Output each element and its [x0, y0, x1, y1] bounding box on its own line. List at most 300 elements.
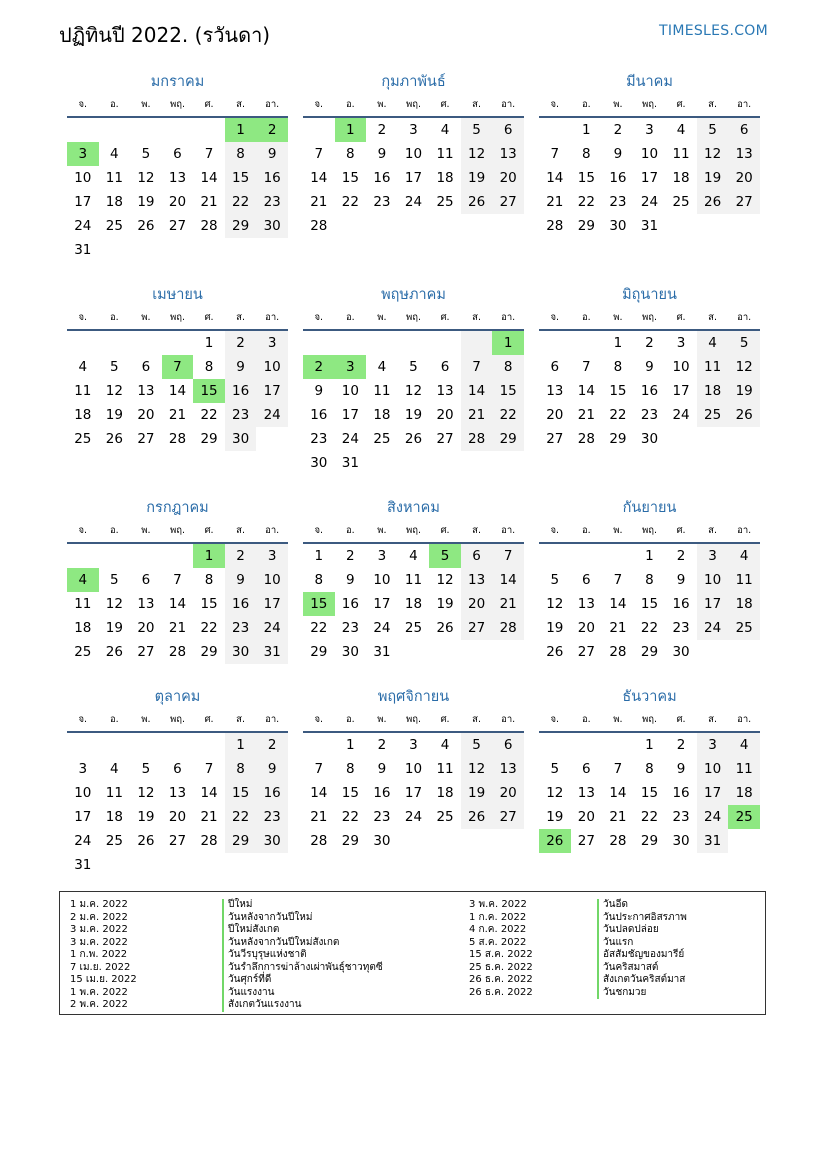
day-cell: 13 — [461, 568, 493, 592]
empty-day-cell — [366, 331, 398, 355]
day-cell: 2 — [645, 335, 654, 351]
weekday-label: อา. — [501, 312, 516, 323]
empty-day-cell — [398, 640, 430, 664]
day-cell: 1 — [204, 335, 214, 351]
day-cell: 10 — [373, 572, 391, 588]
day-cell: 3 — [78, 761, 88, 777]
day-cell: 8 — [582, 146, 591, 162]
month-calendar — [67, 685, 288, 877]
day-cell: 24 — [74, 833, 92, 849]
weekday-header — [303, 709, 524, 733]
empty-day-cell — [366, 451, 398, 475]
day-cell: 9 — [256, 757, 288, 781]
day-cell: 18 — [105, 809, 123, 825]
day-cell: 3 — [377, 548, 387, 564]
day-cell: 25 — [672, 194, 690, 210]
weekday-label: อ. — [581, 99, 591, 110]
empty-day-cell — [99, 733, 131, 757]
day-cell: 4 — [728, 544, 760, 568]
day-cell: 8 — [346, 146, 355, 162]
holiday-name: วันปลดปล่อย — [597, 924, 687, 937]
day-cell: 6 — [440, 359, 450, 375]
day-cell: 7 — [204, 761, 214, 777]
day-cell: 31 — [373, 644, 391, 660]
day-cell: 5 — [110, 359, 119, 375]
weekday-label: ส. — [472, 714, 481, 725]
weekday-label: ส. — [708, 714, 717, 725]
day-cell: 17 — [640, 170, 659, 186]
day-cell: 10 — [640, 146, 659, 162]
day-cell: 3 — [676, 335, 686, 351]
weekday-label: จ. — [550, 99, 560, 110]
weekday-label: อา. — [265, 99, 280, 110]
empty-day-cell — [162, 733, 194, 757]
day-cell: 9 — [676, 572, 686, 588]
day-cell: 11 — [74, 596, 92, 612]
day-cell: 2 — [225, 544, 257, 568]
day-cell: 11 — [672, 146, 690, 162]
holiday-date: 1 ก.ค. 2022 — [469, 911, 527, 923]
day-cell: 17 — [256, 592, 288, 616]
day-cell: 24 — [404, 194, 423, 210]
month-name: พฤศจิกายน — [377, 689, 450, 705]
holiday-date: 1 ก.พ. 2022 — [70, 949, 128, 960]
day-cell: 2 — [377, 122, 387, 138]
weekday-label: พฤ. — [405, 99, 421, 110]
empty-day-cell — [728, 427, 760, 451]
day-cell: 25 — [74, 644, 92, 660]
weekday-label: อ. — [345, 525, 355, 536]
empty-day-cell — [335, 214, 367, 238]
day-cell: 29 — [577, 218, 595, 234]
day-cell: 6 — [173, 761, 182, 777]
day-cell: 27 — [137, 644, 155, 660]
day-cell: 19 — [546, 809, 564, 825]
day-cell: 2 — [676, 548, 686, 564]
day-grid — [539, 733, 760, 853]
weekday-label: อา. — [737, 312, 752, 323]
day-cell: 20 — [436, 407, 454, 423]
day-cell: 22 — [341, 809, 359, 825]
weekday-label: ศ. — [440, 714, 450, 725]
day-grid — [303, 733, 524, 853]
empty-day-cell — [335, 331, 367, 355]
weekday-label: ส. — [708, 99, 717, 110]
day-cell: 21 — [310, 194, 328, 210]
day-cell: 23 — [672, 620, 690, 636]
weekday-label: ส. — [236, 312, 245, 323]
day-grid — [539, 331, 760, 451]
day-cell: 6 — [492, 733, 524, 757]
day-cell: 2 — [225, 331, 257, 355]
day-cell: 17 — [404, 785, 423, 801]
day-cell: 13 — [137, 596, 155, 612]
empty-day-cell — [366, 214, 398, 238]
day-cell: 6 — [728, 118, 760, 142]
day-cell: 7 — [204, 146, 214, 162]
day-cell: 28 — [310, 218, 328, 234]
weekday-label: ศ. — [204, 525, 214, 536]
weekday-label: อ. — [345, 312, 355, 323]
empty-day-cell — [99, 331, 131, 355]
holiday-name: สังเกตวันคริสต์มาส — [597, 974, 687, 987]
day-cell: 29 — [609, 431, 627, 447]
weekday-label: พ. — [141, 99, 151, 110]
legend-dates-right — [469, 899, 533, 999]
weekday-label: อ. — [345, 99, 355, 110]
day-cell: 21 — [461, 403, 493, 427]
day-cell: 7 — [492, 544, 524, 568]
day-cell: 5 — [409, 359, 418, 375]
holiday-date: 15 เม.ย. 2022 — [70, 974, 137, 985]
day-cell: 15 — [341, 170, 359, 186]
day-cell: 7 — [613, 761, 623, 777]
empty-day-cell — [130, 733, 162, 757]
day-cell: 18 — [74, 620, 92, 636]
day-cell: 3 — [256, 544, 288, 568]
empty-day-cell — [461, 331, 493, 355]
day-cell: 11 — [697, 355, 729, 379]
weekday-header — [539, 307, 760, 331]
site-brand-link[interactable]: TIMESLES.COM — [659, 23, 768, 39]
empty-day-cell — [193, 733, 225, 757]
weekday-label: ส. — [708, 312, 717, 323]
empty-day-cell — [130, 118, 162, 142]
month-calendar — [539, 685, 760, 853]
day-cell: 24 — [404, 809, 423, 825]
day-cell: 14 — [546, 170, 564, 186]
day-cell: 4 — [697, 331, 729, 355]
day-cell: 24 — [697, 805, 729, 829]
day-cell: 24 — [74, 218, 92, 234]
day-cell: 31 — [256, 640, 288, 664]
day-cell: 28 — [461, 427, 493, 451]
day-cell: 9 — [377, 761, 387, 777]
day-cell: 15 — [225, 781, 257, 805]
day-grid — [67, 331, 288, 451]
empty-day-cell — [398, 829, 430, 853]
day-cell: 27 — [577, 644, 595, 660]
holiday-name: วันวีรบุรุษแห่งชาติ — [222, 949, 383, 962]
day-cell: 18 — [436, 170, 454, 186]
weekday-label: อา. — [265, 714, 280, 725]
empty-day-cell — [461, 829, 493, 853]
day-cell: 20 — [492, 166, 524, 190]
empty-day-cell — [99, 544, 131, 568]
day-cell: 22 — [640, 809, 659, 825]
day-cell: 24 — [373, 620, 391, 636]
day-cell: 22 — [310, 620, 328, 636]
weekday-header — [303, 307, 524, 331]
holiday-day-cell: 15 — [303, 592, 335, 616]
holiday-day-cell: 2 — [303, 355, 335, 379]
holiday-day-cell: 26 — [539, 829, 571, 853]
day-cell: 24 — [672, 407, 690, 423]
month-name: พฤษภาคม — [381, 287, 446, 303]
day-cell: 14 — [200, 170, 218, 186]
weekday-header — [539, 94, 760, 118]
day-cell: 5 — [141, 146, 151, 162]
day-cell: 24 — [341, 431, 359, 447]
day-cell: 14 — [492, 568, 524, 592]
day-cell: 13 — [137, 383, 155, 399]
weekday-label: พฤ. — [641, 312, 657, 323]
empty-day-cell — [665, 427, 697, 451]
day-cell: 20 — [461, 592, 493, 616]
day-cell: 7 — [173, 572, 182, 588]
day-cell: 21 — [200, 809, 218, 825]
weekday-label: พ. — [613, 525, 623, 536]
weekday-label: พ. — [613, 714, 623, 725]
weekday-label: ส. — [472, 99, 481, 110]
day-cell: 15 — [200, 596, 218, 612]
day-cell: 28 — [168, 431, 187, 447]
empty-day-cell — [193, 238, 225, 262]
day-grid — [67, 544, 288, 664]
empty-day-cell — [429, 331, 461, 355]
weekday-label: ศ. — [204, 714, 214, 725]
weekday-label: จ. — [314, 312, 324, 323]
month-name: สิงหาคม — [387, 500, 440, 516]
day-cell: 25 — [105, 833, 123, 849]
day-cell: 16 — [225, 379, 257, 403]
empty-day-cell — [303, 733, 335, 757]
empty-day-cell — [571, 544, 603, 568]
day-cell: 6 — [582, 572, 591, 588]
month-name: มิถุนายน — [622, 287, 677, 303]
holiday-name: วันชกมวย — [597, 987, 687, 1000]
day-cell: 18 — [728, 781, 760, 805]
day-cell: 30 — [341, 644, 359, 660]
empty-day-cell — [99, 853, 131, 877]
weekday-label: พฤ. — [405, 312, 421, 323]
day-cell: 8 — [225, 142, 257, 166]
weekday-label: พฤ. — [169, 99, 185, 110]
holiday-name: ปีใหม่สังเกต — [222, 924, 383, 937]
weekday-label: พ. — [141, 312, 151, 323]
weekday-header — [539, 709, 760, 733]
day-cell: 30 — [256, 829, 288, 853]
day-cell: 18 — [672, 170, 690, 186]
holiday-name: ปีใหม่ — [222, 899, 383, 912]
empty-day-cell — [461, 451, 493, 475]
day-cell: 16 — [672, 785, 690, 801]
day-cell: 28 — [200, 833, 218, 849]
holiday-day-cell: 15 — [193, 379, 225, 403]
day-cell: 16 — [640, 383, 659, 399]
day-cell: 16 — [256, 781, 288, 805]
weekday-label: จ. — [314, 714, 324, 725]
day-cell: 27 — [728, 190, 760, 214]
day-cell: 29 — [640, 833, 659, 849]
day-cell: 16 — [373, 170, 391, 186]
holiday-day-cell: 1 — [225, 118, 257, 142]
day-cell: 7 — [613, 572, 623, 588]
weekday-label: จ. — [550, 312, 560, 323]
day-cell: 29 — [200, 431, 218, 447]
day-cell: 14 — [609, 596, 627, 612]
day-cell: 20 — [577, 620, 595, 636]
month-name: มกราคม — [150, 74, 205, 90]
day-cell: 1 — [346, 737, 355, 753]
day-cell: 27 — [436, 431, 454, 447]
month-name: กุมภาพันธ์ — [381, 74, 446, 90]
empty-day-cell — [492, 829, 524, 853]
weekday-label: พ. — [141, 525, 151, 536]
day-cell: 25 — [74, 431, 92, 447]
day-cell: 25 — [436, 809, 454, 825]
day-cell: 4 — [440, 737, 450, 753]
empty-day-cell — [728, 829, 760, 853]
day-cell: 9 — [225, 355, 257, 379]
empty-day-cell — [225, 853, 257, 877]
holiday-legend — [59, 891, 766, 1015]
month-calendar — [303, 685, 524, 853]
day-cell: 6 — [461, 544, 493, 568]
day-cell: 4 — [409, 548, 418, 564]
empty-day-cell — [162, 238, 194, 262]
empty-day-cell — [728, 640, 760, 664]
day-cell: 15 — [640, 785, 659, 801]
weekday-label: พ. — [377, 99, 387, 110]
day-cell: 22 — [225, 190, 257, 214]
day-cell: 11 — [404, 572, 423, 588]
day-cell: 9 — [645, 359, 654, 375]
month-calendar — [303, 496, 524, 664]
day-cell: 5 — [141, 761, 151, 777]
day-cell: 23 — [640, 407, 659, 423]
month-calendar — [67, 70, 288, 262]
day-cell: 29 — [310, 644, 328, 660]
day-cell: 27 — [492, 190, 524, 214]
day-cell: 2 — [676, 737, 686, 753]
day-cell: 4 — [110, 146, 119, 162]
day-grid — [67, 733, 288, 877]
day-cell: 24 — [256, 403, 288, 427]
day-cell: 27 — [461, 616, 493, 640]
day-cell: 31 — [697, 829, 729, 853]
day-cell: 18 — [74, 407, 92, 423]
month-name: กรกฎาคม — [146, 500, 209, 516]
day-cell: 17 — [404, 170, 423, 186]
weekday-label: พ. — [377, 312, 387, 323]
day-cell: 29 — [225, 214, 257, 238]
day-cell: 1 — [225, 733, 257, 757]
empty-day-cell — [99, 118, 131, 142]
weekday-label: จ. — [314, 99, 324, 110]
day-grid — [67, 118, 288, 262]
holiday-day-cell: 1 — [335, 118, 367, 142]
weekday-label: ศ. — [676, 525, 686, 536]
legend-dates-left — [70, 899, 137, 1012]
holiday-date: 3 ม.ค. 2022 — [70, 924, 128, 935]
day-cell: 15 — [577, 170, 595, 186]
day-cell: 28 — [577, 431, 595, 447]
day-cell: 23 — [373, 194, 391, 210]
day-cell: 22 — [200, 407, 218, 423]
day-cell: 3 — [256, 331, 288, 355]
day-cell: 8 — [314, 572, 324, 588]
month-calendar — [303, 70, 524, 238]
month-calendar — [539, 283, 760, 451]
day-cell: 30 — [672, 833, 690, 849]
day-cell: 22 — [200, 620, 218, 636]
day-cell: 20 — [168, 809, 187, 825]
day-cell: 9 — [346, 572, 355, 588]
day-cell: 16 — [341, 596, 359, 612]
weekday-label: พฤ. — [641, 99, 657, 110]
holiday-name: วันแรงงาน — [222, 987, 383, 1000]
weekday-label: อา. — [265, 525, 280, 536]
day-cell: 2 — [256, 733, 288, 757]
day-cell: 6 — [173, 146, 182, 162]
empty-day-cell — [256, 427, 288, 451]
holiday-name: วันคริสมาสต์ — [597, 962, 687, 975]
day-cell: 13 — [577, 596, 595, 612]
day-cell: 20 — [546, 407, 564, 423]
holiday-date: 1 ม.ค. 2022 — [70, 899, 128, 910]
day-cell: 16 — [256, 166, 288, 190]
empty-day-cell — [492, 214, 524, 238]
weekday-label: อา. — [501, 714, 516, 725]
holiday-day-cell: 25 — [728, 805, 760, 829]
empty-day-cell — [67, 331, 99, 355]
day-cell: 23 — [373, 809, 391, 825]
weekday-label: พฤ. — [169, 714, 185, 725]
empty-day-cell — [67, 733, 99, 757]
day-cell: 2 — [377, 737, 387, 753]
empty-day-cell — [162, 544, 194, 568]
day-cell: 12 — [461, 142, 493, 166]
day-cell: 21 — [609, 620, 627, 636]
empty-day-cell — [303, 118, 335, 142]
holiday-name: วันหลังจากวันปีใหม่สังเกต — [222, 937, 383, 950]
weekday-label: จ. — [550, 525, 560, 536]
day-cell: 14 — [200, 785, 218, 801]
empty-day-cell — [697, 640, 729, 664]
day-cell: 19 — [461, 781, 493, 805]
weekday-label: ส. — [472, 312, 481, 323]
holiday-date: 15 ส.ค. 2022 — [469, 949, 533, 960]
day-cell: 29 — [341, 833, 359, 849]
weekday-label: อ. — [345, 714, 355, 725]
month-calendar — [539, 496, 760, 664]
holiday-date: 25 ธ.ค. 2022 — [469, 961, 533, 973]
empty-day-cell — [67, 118, 99, 142]
day-cell: 18 — [436, 785, 454, 801]
holiday-day-cell: 7 — [162, 355, 194, 379]
day-cell: 15 — [609, 383, 627, 399]
weekday-header — [303, 94, 524, 118]
legend-names-left — [222, 899, 383, 1012]
day-cell: 3 — [409, 737, 418, 753]
holiday-day-cell: 2 — [256, 118, 288, 142]
weekday-label: พ. — [613, 99, 623, 110]
day-cell: 12 — [461, 757, 493, 781]
day-cell: 19 — [137, 809, 155, 825]
day-cell: 4 — [440, 122, 450, 138]
day-cell: 27 — [137, 431, 155, 447]
day-cell: 30 — [373, 833, 391, 849]
holiday-date: 3 ม.ค. 2022 — [70, 936, 128, 948]
day-cell: 17 — [74, 194, 92, 210]
day-cell: 12 — [436, 572, 454, 588]
holiday-name: วันอีด — [597, 899, 687, 912]
day-cell: 24 — [640, 194, 659, 210]
weekday-label: พฤ. — [405, 714, 421, 725]
empty-day-cell — [429, 640, 461, 664]
day-cell: 31 — [341, 455, 359, 471]
